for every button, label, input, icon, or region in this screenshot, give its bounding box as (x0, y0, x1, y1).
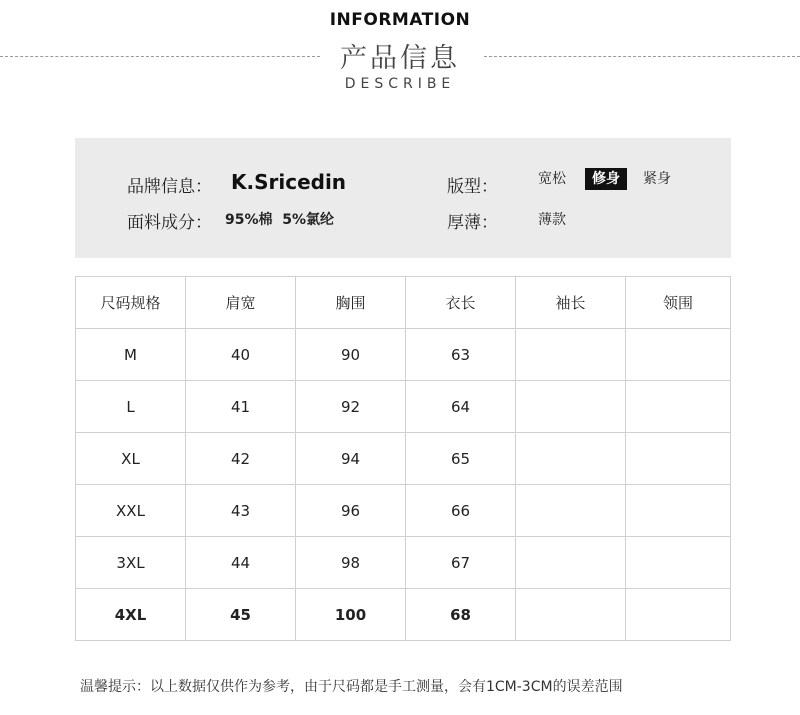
length-cell: 65 (406, 433, 516, 485)
table-row (76, 329, 731, 381)
chest-cell: 92 (296, 381, 406, 433)
size-cell: XL (76, 433, 186, 485)
table-row (76, 433, 731, 485)
table-row (76, 381, 731, 433)
thickness-label: 厚薄： (447, 213, 498, 233)
column-header-sleeve: 袖长 (516, 277, 626, 329)
header (0, 0, 800, 110)
sleeve-cell (516, 381, 626, 433)
header-title-cn: 产品信息 (340, 43, 460, 74)
chest-cell: 100 (296, 589, 406, 641)
brand-label: 品牌信息： (127, 177, 212, 197)
chest-cell: 94 (296, 433, 406, 485)
table-row (76, 485, 731, 537)
table-row (76, 589, 731, 641)
fit-option-slim-selected: 修身 (585, 168, 627, 190)
size-chart-table (75, 276, 731, 641)
collar-cell (626, 537, 731, 589)
chest-cell: 96 (296, 485, 406, 537)
shoulder-cell: 40 (186, 329, 296, 381)
column-header-shoulder: 肩宽 (186, 277, 296, 329)
chest-cell: 90 (296, 329, 406, 381)
sleeve-cell (516, 589, 626, 641)
column-header-collar: 领围 (626, 277, 731, 329)
header-subtitle: DESCRIBE (344, 76, 456, 92)
sleeve-cell (516, 537, 626, 589)
length-cell: 64 (406, 381, 516, 433)
column-header-length: 衣长 (406, 277, 516, 329)
collar-cell (626, 381, 731, 433)
collar-cell (626, 485, 731, 537)
length-cell: 66 (406, 485, 516, 537)
length-cell: 63 (406, 329, 516, 381)
size-cell: 3XL (76, 537, 186, 589)
collar-cell (626, 589, 731, 641)
shoulder-cell: 42 (186, 433, 296, 485)
collar-cell (626, 329, 731, 381)
length-cell: 68 (406, 589, 516, 641)
shoulder-cell: 43 (186, 485, 296, 537)
thickness-value: 薄款 (538, 212, 566, 228)
length-cell: 67 (406, 537, 516, 589)
product-info-panel (75, 138, 731, 258)
material-value: 95%棉 5%氯纶 (225, 212, 335, 228)
size-cell: 4XL (76, 589, 186, 641)
shoulder-cell: 44 (186, 537, 296, 589)
fit-option-loose: 宽松 (538, 171, 566, 187)
table-row (76, 537, 731, 589)
size-cell: L (76, 381, 186, 433)
column-header-size: 尺码规格 (76, 277, 186, 329)
sleeve-cell (516, 433, 626, 485)
measurement-disclaimer: 温馨提示：以上数据仅供作为参考，由于尺码都是手工测量，会有1CM-3CM的误差范围 (80, 679, 623, 695)
sleeve-cell (516, 329, 626, 381)
size-cell: M (76, 329, 186, 381)
fit-label: 版型： (447, 177, 498, 197)
chest-cell: 98 (296, 537, 406, 589)
collar-cell (626, 433, 731, 485)
shoulder-cell: 41 (186, 381, 296, 433)
column-header-chest: 胸围 (296, 277, 406, 329)
shoulder-cell: 45 (186, 589, 296, 641)
table-header-row (76, 277, 731, 329)
material-label: 面料成分： (127, 213, 212, 233)
size-cell: XXL (76, 485, 186, 537)
fit-option-tight: 紧身 (643, 171, 671, 187)
sleeve-cell (516, 485, 626, 537)
header-title-en: INFORMATION (329, 10, 471, 30)
brand-value: K.Sricedin (231, 170, 347, 194)
